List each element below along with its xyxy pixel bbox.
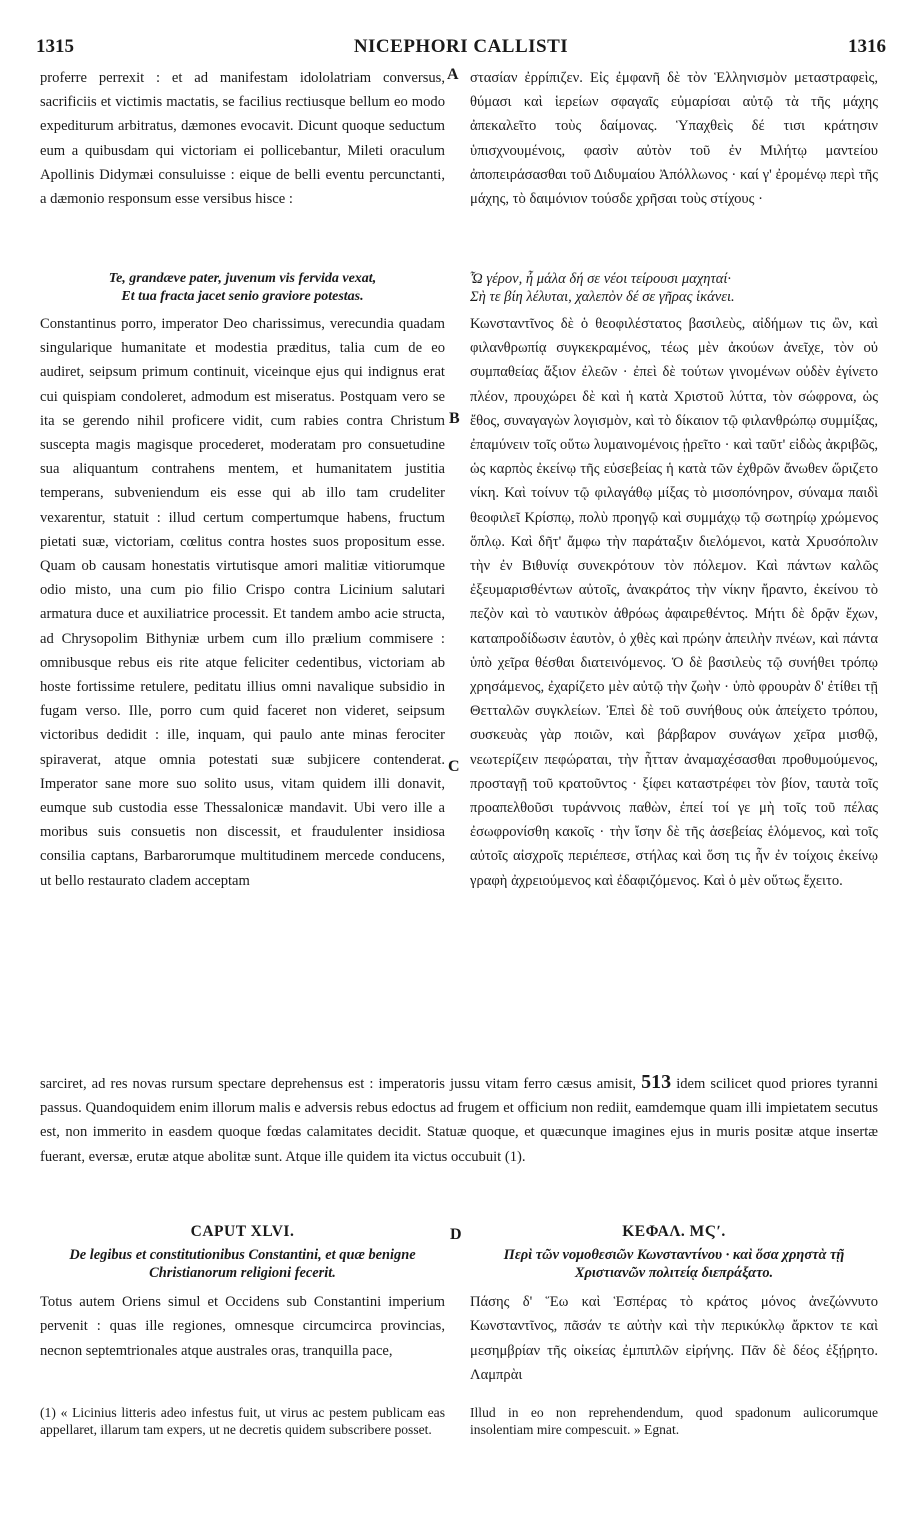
margin-marker-a: A xyxy=(447,66,459,83)
greek-verse-line-2: Σὴ τε βίη λέλυται, χαλεπὸν δέ σε γῆρας ἱκάνει. xyxy=(470,289,735,305)
latin-chapter-heading: CAPUT XLVI. xyxy=(190,1223,295,1240)
greek-chapter-paragraph: Πάσης δ' Ἕω καὶ Ἑσπέρας τὸ κράτος μόνος ἀνεζώννυτο Κωνσταντῖνος, πᾶσάν τε αὐτὴν καὶ τὴν περικύκλῳ ἄρκτον τε καὶ μεσημβρίαν τῆς οἰκείας ἐμπιπλῶν εἰρήνης. Πᾶν δὲ δέος ἐξῄρητο. Λαμπρὰι xyxy=(470,1294,878,1383)
running-header xyxy=(36,36,886,60)
latin-continuation-1: sarciret, ad res novas rursum spectare deprehensus est : imperatoris jussu vitam ferro cæsus amisit, xyxy=(40,1076,637,1092)
greek-column xyxy=(470,66,878,1092)
latin-verse-line-1: Te, grandæve pater, juvenum vis fervida vexat, xyxy=(108,271,377,286)
running-title: NICEPHORI CALLISTI xyxy=(353,36,569,57)
latin-verse-line-2: Et tua fracta jacet senio graviore potestas. xyxy=(121,289,364,304)
margin-marker-b: B xyxy=(449,410,460,427)
latin-paragraph-2: Constantinus porro, imperator Deo charissimus, verecundia quadam singularique humanitate et modestia præditus, talia cum de eo audiret, seipsum primum continuit, viceinque ejus qui indignus erat cui quispiam condoleret, admodum est miseratus. Postquam vero se ita se gerendo nihil proficere vidit, cum rabies contra Christum suscepta magis magisque procederet, moderatam pro consuetudine sua aliquantum contrahens mentem, et humanitatem justitia temperans, subveniendum eis esse qui ab illo tam crudeliter vexarentur, statuit : illud certum compertumque habens, fructum pietati suæ, victoriam, cœlitus contra hostes suos propositum esse. Quam ob causam honestatis virtutisque amori malitiæ vitiorumque odio misto, una cum pio filio Crispo contra Licinium salutari armatura duce et auxiliatrice processit. Et tandem ambo acie structa, ad Chrysopolim Bithyniæ urbem cum illo prælium commisere : omnibusque rebus eis rite atque feliciter cedentibus, victoriam ab hoste fortissime retulere, peditatu illius omni navalique subsidio in fugam verso. Ille, porro cum quid faceret non videret, seipsum victoribus dedidit : ille, inquam, qui paulo ante minas ferociter spiraverat, atque omnia potestati suæ subjicere contenderat. Imperator sane more suo solito usus, vitam quidem illi donavit, eumque sub custodia esse Thessalonicæ mandavit. Ubi vero ille a moribus suis consuetis non discessit, et fraudulenter insidiosa consilia captans, Barbarorumque multitudinem mercede conducens, ut bello restaurato cladem acceptam xyxy=(40,316,445,889)
latin-continuation-2: idem scilicet quod priores tyranni passus. Quandoquidem enim illorum malis e adversis rebus edoctus ad frugem et officium non rediit, eamdemque quam illi impietatem secutus est, non immerito in easdem quoque fœdas calamitates decidit. Statuæ quoque, et quæcunque imagines ejus in muris positæ atque insertæ fuerant, eversæ, erutæ atque abolitæ sunt. Atque ille quidem ita victus occubuit (1). xyxy=(40,1076,878,1165)
greek-verse xyxy=(470,270,878,306)
greek-verse-line-1: Ὦ γέρον, ἦ μάλα δή σε νέοι τείρουσι μαχηταί· xyxy=(470,271,732,287)
edition-page-number: 513 xyxy=(641,1071,672,1093)
latin-column xyxy=(40,66,445,1092)
footnote-continuation: Illud in eo non reprehendendum, quod spadonum aulicorumque insolentiam mire compescuit. » Egnat. xyxy=(470,1405,878,1438)
page-number-left: 1315 xyxy=(36,36,74,57)
margin-marker-d: D xyxy=(450,1226,462,1243)
latin-chapter-46 xyxy=(40,1220,445,1438)
greek-paragraph-1: στασίαν ἐρρίπιζεν. Εἰς ἐμφανῆ δὲ τὸν Ἑλληνισμὸν μεταστραφεὶς, θύμασι καὶ ἱερείων σφαγαῖς εὐμαρίσαι αὐτῷ τὰ τῆς μάχης ἀπεκαλεῖτο τοὺς δαίμονας. Ὑπαχθεὶς δέ τισι κράτησιν ὑπισχνουμένοις, φασὶν αὐτὸν τοῦ ἐν Μιλήτῳ μαντείου ἀποπειράσασθαι τοῦ Διδυμαίου Ἀπόλλωνος · καί γ' ἐρομένῳ περὶ τῆς μάχης, τὸ δαιμόνιον τούσδε χρῆσαι τοὺς στίχους · xyxy=(470,70,878,208)
greek-chapter-46 xyxy=(470,1220,878,1438)
latin-chapter-paragraph: Totus autem Oriens simul et Occidens sub Constantini imperium pervenit : quas ille regiones, omnesque circumcirca provincias, necnon septemtrionales atque australes oras, tranquilla pace, xyxy=(40,1294,445,1359)
latin-chapter-subtitle: De legibus et constitutionibus Constantini, et quæ benigne Christianorum religioni fecerit. xyxy=(69,1247,416,1282)
greek-paragraph-2: Κωνσταντῖνος δὲ ὁ θεοφιλέστατος βασιλεὺς, αἰδήμων τις ὢν, καὶ φιλανθρωπίᾳ συγκεκραμένος, τέως μὲν ἀκούων ἀνεῖχε, τὸν οὐ συμπαθείας ἄξιον ἐλεῶν · ἐπεὶ δὲ τούτων γινομένων οὐδὲν ἐγίνετο πλέον, προυχώρει δὲ καὶ ἡ κατὰ Χριστοῦ λύττα, τὸν σώφρονα, ὡς ἔθος, συναγαγὼν λογισμὸν, καὶ τὸ δίκαιον τῷ φιλανθρώπῳ συμμίξας, ἐπαμύνειν τοῖς οὕτω λυμαινομένοις ᾑρεῖτο · καὶ ταῦτ' εἰδὼς ἀκριβῶς, ὡς καρπὸς ἐκείνῳ τῆς εὐσεβείας ἡ κατὰ τῶν ἐχθρῶν ἄνωθεν ὥριζετο νίκη. Καὶ τοίνυν τῷ φιλαγάθῳ μίξας τὸ μισοπόνηρον, σύναμα παιδὶ θεοφιλεῖ Κρίσπῳ, πολὺ προηγῷ καὶ συμμάχῳ τῷ σωτηρίῳ χρώμενος ὅπλῳ. Καὶ δῆτ' ἄμφω τὴν παράταξιν διελόμενοι, κατὰ Χρυσόπολιν τὴν ἐν Βιθυνίᾳ συνεκρότουν τὸν πόλεμον. Καὶ πάντων καλῶς ἐξευμαρισθέντων αὐτοῖς, ἀνακράτος τὴν νίκην ἤραντο, ἐκείνου τὸ πεζὸν καὶ τὸ ναυτικὸν ἀθρόως ἀφαιρεθέντος. Μήτι δὲ δρᾷν ἔχων, καταπροδίδωσιν ἑαυτὸν, ὁ χθὲς καὶ πρώην ἀπειλὴν πνέων, καὶ πάντα ὑπὸ χεῖρα θέσθαι διατεινόμενος. Ὁ δὲ βασιλεὺς τῷ συνήθει τρόπῳ χρησάμενος, ἐχαρίζετο μὲν αὐτῷ τὴν ζωὴν · ὑπὸ φρουρὰν δ' ἐτίθει τῇ Θετταλῶν συγκλείων. Ἐπεὶ δὲ τοῦ συνήθους οὐκ ἀπείχετο τρόπου, συσκευὰς γὰρ ποιῶν, καὶ βάρβαρον συνάγων χεῖρα μισθῷ, νεωτερίζειν πεφώραται, τὴν ἧτταν ἀναμαχέσασθαι προθυμούμενος, προσταγῇ τοῦ κρατοῦντος · ξίφει καταστρέφει τὸν βίον, ταυτὰ τοῖς προαπελθοῦσι τυράννοις παθὼν, ἐπεί τοί γε μὴ τοῖς τοῦ πέλας ἐσωφρονίσθη κακοῖς · τὴν ἴσην δὲ τῆς ἀσεβείας ἑλόμενος, καὶ τοῖς αὐτοῖς αἰσχροῖς περιέπεσε, στήλας καὶ ὅση τις ἦν ἐν τοίχοις ἐκείνῳ γραφὴ ἀχρειούμενος καὶ ἐδαφιζόμενος. Καὶ ὁ μὲν οὕτως ἔχειτο. xyxy=(470,316,878,889)
greek-chapter-subtitle: Περὶ τῶν νομοθεσιῶν Κωνσταντίνου · καὶ ὅσα χρηστὰ τῇ Χριστιανῶν πολιτείᾳ διεπράξατο. xyxy=(503,1247,845,1282)
greek-chapter-heading: ΚΕΦΑΛ. ΜϚʹ. xyxy=(622,1223,726,1240)
latin-verse xyxy=(40,270,445,306)
latin-paragraph-1: proferre perrexit : et ad manifestam idololatriam conversus, sacrificiis et victimis mactatis, se facilius rectiusque bellum eo modo expediturum arbitratus, dæmones evocavit. Dicunt quoque seductum eum a quibusdam qui victoriam ei pollicebantur, Mileti oraculum Apollinis Didymæi consuluisse : eique de belli eventu percunctanti, a dæmonio responsum esse versibus hisce : xyxy=(40,70,445,208)
latin-footnote: (1) « Licinius litteris adeo infestus fuit, ut virus ac pestem publicam eas appellaret, illarum tam expers, ut ne decretis quidem subscribere posset. xyxy=(40,1405,445,1438)
page-number-right: 1316 xyxy=(848,36,886,57)
margin-marker-c: C xyxy=(448,758,460,775)
latin-full-width-text xyxy=(40,1070,878,1216)
